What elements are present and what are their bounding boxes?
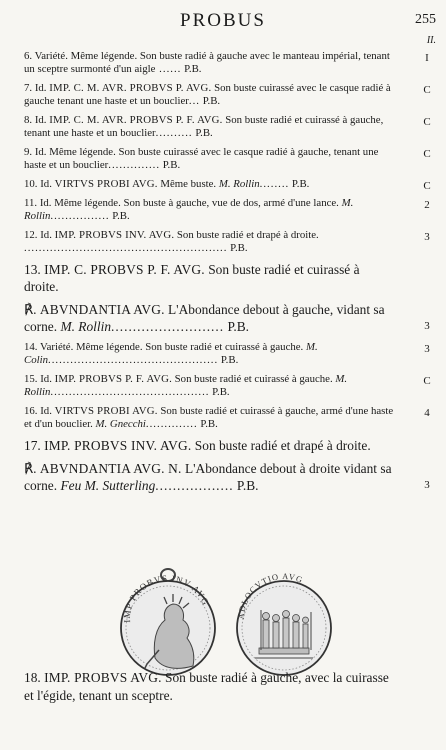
entry-description: Son buste radié et cuirassé à gauche, armé d'une haste et d'un bouclier.	[24, 405, 394, 430]
entry-16	[24, 405, 430, 431]
entry-11	[24, 197, 430, 223]
rarity-mark: 3	[424, 320, 430, 332]
entry-description: L'Abondance debout à droite vidant sa corne.	[24, 461, 392, 493]
coin-legend: IMP. C. M. AVR. PROBVS P. AVG.	[49, 82, 212, 94]
rarity-mark: 4	[424, 407, 430, 419]
reverse-legend: ADLOCVTIO AVG	[235, 571, 305, 620]
coin-legend: IMP. C. PROBVS P. F. AVG.	[44, 262, 205, 277]
rarity-mark: C	[423, 84, 431, 96]
collection-name: M. Rollin	[218, 178, 260, 190]
entry-description: Son buste radié à gauche, avec la cuirasse et l'égide, tenant un sceptre.	[24, 670, 389, 703]
entry-lead: Variété. Même légende. Son buste radié à gauche avec le manteau impérial, tenant un sceptre surmonté d'un aigle	[24, 50, 390, 75]
collection-name: Feu M. Sutterling	[60, 478, 156, 493]
entry-number: 14.	[24, 341, 38, 353]
coin-legend: ABVNDANTIA AVG.	[39, 302, 165, 317]
entry-12	[24, 229, 430, 255]
entry-9	[24, 146, 431, 172]
entry-number: 15.	[24, 373, 38, 385]
entry-description: L'Abondance debout à gauche, vidant sa corne.	[24, 302, 385, 334]
entry-description: Même légende. Son buste à gauche, vue de dos, armé d'une lance.	[54, 197, 339, 209]
entry-grade: P.B.	[289, 178, 310, 190]
catalogue-entries	[24, 50, 431, 500]
entry-description: Son buste radié et cuirassé à gauche.	[174, 373, 333, 385]
coin-legend: IMP. PROBVS INV. AVG.	[44, 438, 192, 453]
entry-number: 17.	[24, 438, 41, 453]
entry-grade: P.B.	[197, 418, 218, 430]
entry-description: Même buste.	[160, 178, 217, 190]
entry-grade: P.B.	[209, 386, 230, 398]
entry-number: 7.	[24, 82, 33, 94]
entry-18	[24, 669, 396, 705]
entry-grade: P.B.	[200, 95, 221, 107]
rarity-mark: 2	[424, 199, 430, 211]
collection-name: M. Rollin	[24, 197, 354, 222]
reverse-symbol: ℟.	[24, 302, 37, 317]
coin-legend: IMP. C. M. AVR. PROBVS P. F. AVG.	[49, 114, 223, 126]
entry-description: Son buste radié et drapé à droite.	[194, 438, 371, 453]
entry-grade: P.B.	[218, 354, 239, 366]
coin-legend: IMP. PROBVS P. F. AVG.	[54, 373, 172, 385]
rarity-mark: C	[423, 148, 431, 160]
collection-name: M. Rollin	[60, 319, 112, 334]
rarity-mark: 3	[424, 231, 430, 243]
rarity-mark: I	[425, 52, 429, 64]
coin-legend: IMP. PROBVS INV. AVG.	[54, 229, 175, 241]
entry-number: 10.	[24, 178, 38, 190]
entry-dots: ...	[188, 95, 200, 107]
entry-lead: Id.	[40, 405, 52, 417]
rarity-mark: 3	[424, 479, 430, 491]
rarity-mark: C	[423, 375, 431, 387]
entry-17-reverse	[24, 460, 430, 494]
obverse-legend: IMP PROBVS INV AVG	[121, 573, 212, 623]
entry-number: 6.	[24, 50, 33, 62]
obverse-coin-image	[113, 566, 223, 686]
entry-lead: Id.	[39, 197, 52, 209]
entry-description: Même légende. Son buste cuirassé avec le casque radié à gauche, tenant une haste et un bouclier	[24, 146, 379, 171]
entry-grade: P.B.	[109, 210, 130, 222]
entry-dots: ..............................................	[48, 354, 219, 366]
collection-name: M. Rollin	[24, 373, 348, 398]
collection-name: M. Colin	[24, 341, 318, 366]
coin-legend: VIRTVS PROBI AVG.	[54, 178, 158, 190]
entry-dots: ..............	[108, 159, 161, 171]
entry-14	[24, 341, 430, 367]
page-number: 255	[415, 12, 436, 27]
entry-number: 12.	[24, 229, 38, 241]
coin-legend: IMP. PROBVS AVG.	[44, 670, 162, 685]
entry-description: Même légende. Son buste radié et cuirassé à gauche.	[76, 341, 304, 353]
entry-dots: ..........	[155, 127, 193, 139]
entry-lead: Id.	[34, 82, 47, 94]
entry-grade: P.B.	[192, 127, 213, 139]
entry-grade: P.B.	[181, 63, 202, 75]
entry-grade: P.B.	[224, 319, 250, 334]
entry-dots: ................	[50, 210, 110, 222]
rarity-mark: C	[423, 180, 431, 192]
entry-description: Son buste radié et cuirassé à droite.	[24, 262, 360, 294]
running-head: PROBUS	[180, 10, 266, 31]
collection-name: M. Gnecchi	[95, 418, 146, 430]
entry-dots: ..............	[145, 418, 198, 430]
entry-lead: Id.	[40, 229, 52, 241]
page-sub-mark: II.	[426, 35, 436, 46]
rarity-mark: C	[423, 116, 431, 128]
entry-grade: P.B.	[233, 478, 259, 493]
entry-dots: ...........................................	[50, 386, 210, 398]
entry-number: 11.	[24, 197, 38, 209]
entry-dots: ..........................	[111, 319, 225, 334]
entry-dots: ..................	[155, 478, 234, 493]
entry-description: Son buste cuirassé avec le casque radié à gauche tenant une haste et un bouclier	[24, 82, 391, 107]
entry-grade: P.B.	[160, 159, 181, 171]
entry-dots: ......	[155, 63, 182, 75]
entry-17	[24, 437, 396, 454]
entry-dots: .......................................................	[24, 242, 228, 254]
entry-lead: Id.	[40, 373, 52, 385]
entry-8	[24, 114, 431, 140]
entry-number: 13.	[24, 262, 41, 277]
entry-number: 16.	[24, 405, 38, 417]
entry-grade: P.B.	[227, 242, 248, 254]
entry-lead: Id.	[34, 146, 47, 158]
entry-13-reverse	[24, 301, 430, 335]
entry-10	[24, 178, 431, 192]
entry-7	[24, 82, 431, 108]
entry-number: 18.	[24, 670, 41, 685]
entry-lead: Id.	[34, 114, 47, 126]
rarity-mark: 3	[424, 343, 430, 355]
coin-legend: VIRTVS PROBI AVG.	[54, 405, 158, 417]
entry-dots: ........	[259, 178, 290, 190]
entry-number: 9.	[24, 146, 33, 158]
entry-number: 8.	[24, 114, 33, 126]
entry-6	[24, 50, 429, 76]
entry-lead: Id.	[40, 178, 52, 190]
entry-lead: Variété.	[40, 341, 74, 353]
entry-description: Son buste radié et cuirassé à gauche, tenant une haste et un bouclier	[24, 114, 384, 139]
coin-legend: ABVNDANTIA AVG. N.	[39, 461, 182, 476]
entry-15	[24, 373, 431, 399]
reverse-symbol: ℟.	[24, 461, 37, 476]
entry-description: Son buste radié et drapé à droite.	[176, 229, 319, 241]
entry-13	[24, 261, 396, 295]
